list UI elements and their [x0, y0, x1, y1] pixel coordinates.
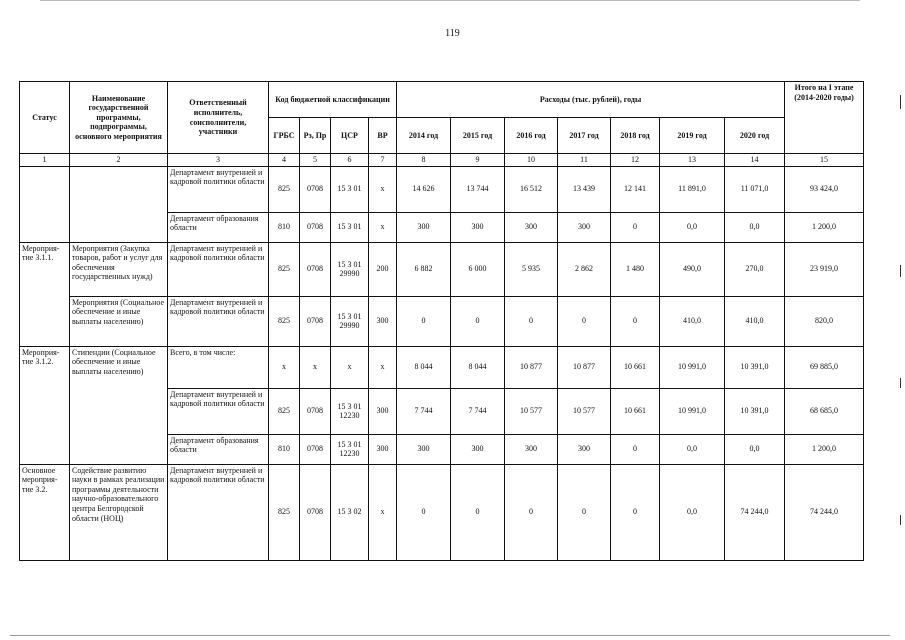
header-2018: 2018 год: [611, 118, 660, 154]
table-row: [20, 296, 864, 346]
rzpr-cell: 0708: [300, 166, 331, 212]
value-cell: 10 991,0: [660, 346, 725, 388]
grbs-cell: 825: [269, 242, 300, 296]
header-2017: 2017 год: [558, 118, 611, 154]
vr-cell: х: [369, 166, 397, 212]
value-cell: 1 480: [611, 242, 660, 296]
table-row: [20, 464, 864, 560]
value-cell: 0: [611, 296, 660, 346]
value-cell: 2 862: [558, 242, 611, 296]
rzpr-cell: 0708: [300, 242, 331, 296]
value-cell: 13 744: [451, 166, 505, 212]
column-number: 6: [331, 154, 369, 167]
column-number: 9: [451, 154, 505, 167]
name-cell: Мероприятия (Социальное обеспечение и иные выплаты населению): [70, 296, 168, 346]
table-row: [20, 166, 864, 212]
csr-cell: 15 3 02: [331, 464, 369, 560]
rzpr-cell: 0708: [300, 434, 331, 464]
value-cell: 490,0: [660, 242, 725, 296]
responsible-cell: Департамент внутренней и кадровой политики области: [168, 296, 269, 346]
grbs-cell: 825: [269, 166, 300, 212]
value-cell: 11 891,0: [660, 166, 725, 212]
top-edge-line: [40, 0, 860, 1]
csr-cell: 15 3 01: [331, 166, 369, 212]
value-cell: 0: [397, 296, 451, 346]
header-csr: ЦСР: [331, 118, 369, 154]
header-2019: 2019 год: [660, 118, 725, 154]
bottom-edge-line: [10, 635, 890, 636]
margin-mark: [900, 95, 901, 109]
header-2015: 2015 год: [451, 118, 505, 154]
vr-cell: 200: [369, 242, 397, 296]
table-row: [20, 346, 864, 388]
value-cell: 0: [611, 434, 660, 464]
value-cell: 0: [611, 464, 660, 560]
status-cell: Мероприя-тие 3.1.2.: [20, 346, 70, 464]
value-cell: 300: [451, 434, 505, 464]
margin-mark: [900, 378, 901, 388]
value-cell: 10 391,0: [725, 388, 785, 434]
value-cell: 0: [451, 464, 505, 560]
rzpr-cell: 0708: [300, 296, 331, 346]
value-cell: 270,0: [725, 242, 785, 296]
vr-cell: 300: [369, 388, 397, 434]
value-cell: 13 439: [558, 166, 611, 212]
csr-cell: х: [331, 346, 369, 388]
responsible-cell: Всего, в том числе:: [168, 346, 269, 388]
value-cell: 7 744: [451, 388, 505, 434]
header-grbs: ГРБС: [269, 118, 300, 154]
vr-cell: х: [369, 212, 397, 242]
margin-mark: [900, 515, 901, 525]
value-cell: 0: [397, 464, 451, 560]
value-cell: 0,0: [660, 434, 725, 464]
rzpr-cell: 0708: [300, 388, 331, 434]
column-number: 2: [70, 154, 168, 167]
name-cell: [70, 166, 168, 242]
column-number: 15: [785, 154, 864, 167]
grbs-cell: х: [269, 346, 300, 388]
column-number: 5: [300, 154, 331, 167]
status-cell: Основное мероприя-тие 3.2.: [20, 464, 70, 560]
value-cell: 0,0: [725, 434, 785, 464]
header-expenses: Расходы (тыс. рублей), годы: [397, 82, 785, 118]
value-cell: 8 044: [451, 346, 505, 388]
total-cell: 1 200,0: [785, 434, 864, 464]
page-number: 119: [445, 28, 460, 39]
value-cell: 0,0: [725, 212, 785, 242]
total-cell: 820,0: [785, 296, 864, 346]
value-cell: 300: [397, 212, 451, 242]
header-budget-code: Код бюджетной классификации: [269, 82, 397, 118]
column-number: 14: [725, 154, 785, 167]
value-cell: 0: [505, 296, 558, 346]
value-cell: 12 141: [611, 166, 660, 212]
value-cell: 10 991,0: [660, 388, 725, 434]
column-numbers-row: [20, 154, 864, 167]
responsible-cell: Департамент внутренней и кадровой политики области: [168, 464, 269, 560]
value-cell: 10 877: [505, 346, 558, 388]
header-status: Статус: [20, 82, 70, 154]
vr-cell: 300: [369, 434, 397, 464]
rzpr-cell: 0708: [300, 464, 331, 560]
value-cell: 10 577: [505, 388, 558, 434]
rzpr-cell: х: [300, 346, 331, 388]
column-number: 3: [168, 154, 269, 167]
header-2020: 2020 год: [725, 118, 785, 154]
grbs-cell: 825: [269, 296, 300, 346]
value-cell: 0,0: [660, 464, 725, 560]
value-cell: 300: [451, 212, 505, 242]
header-2014: 2014 год: [397, 118, 451, 154]
column-number: 7: [369, 154, 397, 167]
column-number: 1: [20, 154, 70, 167]
total-cell: 1 200,0: [785, 212, 864, 242]
column-number: 12: [611, 154, 660, 167]
column-number: 4: [269, 154, 300, 167]
header-vr: ВР: [369, 118, 397, 154]
responsible-cell: Департамент внутренней и кадровой политики области: [168, 388, 269, 434]
header-responsible: Ответственный исполнитель, соисполнители, участники: [168, 82, 269, 154]
column-number: 10: [505, 154, 558, 167]
grbs-cell: 810: [269, 212, 300, 242]
header-2016: 2016 год: [505, 118, 558, 154]
table-row: [20, 242, 864, 296]
vr-cell: х: [369, 346, 397, 388]
responsible-cell: Департамент образования области: [168, 434, 269, 464]
value-cell: 11 071,0: [725, 166, 785, 212]
csr-cell: 15 3 01 12230: [331, 388, 369, 434]
value-cell: 300: [397, 434, 451, 464]
value-cell: 10 577: [558, 388, 611, 434]
value-cell: 7 744: [397, 388, 451, 434]
value-cell: 300: [558, 212, 611, 242]
value-cell: 0: [611, 212, 660, 242]
column-number: 11: [558, 154, 611, 167]
vr-cell: х: [369, 464, 397, 560]
value-cell: 10 391,0: [725, 346, 785, 388]
total-cell: 93 424,0: [785, 166, 864, 212]
name-cell: Содействие развитию науки в рамках реализации программы деятельности научно-образовательного центра Белгородской области (НОЦ): [70, 464, 168, 560]
value-cell: 0: [451, 296, 505, 346]
value-cell: 74 244,0: [725, 464, 785, 560]
responsible-cell: Департамент внутренней и кадровой политики области: [168, 166, 269, 212]
value-cell: 0: [558, 296, 611, 346]
csr-cell: 15 3 01 12230: [331, 434, 369, 464]
value-cell: 300: [505, 212, 558, 242]
header-rzpr: Рз, Пр: [300, 118, 331, 154]
value-cell: 0: [558, 464, 611, 560]
total-cell: 23 919,0: [785, 242, 864, 296]
name-cell: Стипендии (Социальное обеспечение и иные выплаты населению): [70, 346, 168, 464]
total-cell: 74 244,0: [785, 464, 864, 560]
csr-cell: 15 3 01 29990: [331, 242, 369, 296]
column-number: 13: [660, 154, 725, 167]
value-cell: 14 626: [397, 166, 451, 212]
total-cell: 69 885,0: [785, 346, 864, 388]
value-cell: 410,0: [725, 296, 785, 346]
value-cell: 0: [505, 464, 558, 560]
value-cell: 0,0: [660, 212, 725, 242]
value-cell: 8 044: [397, 346, 451, 388]
grbs-cell: 825: [269, 464, 300, 560]
value-cell: 10 661: [611, 346, 660, 388]
status-cell: [20, 166, 70, 242]
value-cell: 410,0: [660, 296, 725, 346]
vr-cell: 300: [369, 296, 397, 346]
header-total: Итого на I этапе (2014-2020 годы): [785, 82, 864, 154]
column-number: 8: [397, 154, 451, 167]
header-name: Наименование государственной программы, подпрограммы, основного мероприятия: [70, 82, 168, 154]
value-cell: 300: [505, 434, 558, 464]
status-cell: Мероприя-тие 3.1.1.: [20, 242, 70, 346]
margin-mark: [900, 265, 901, 277]
value-cell: 5 935: [505, 242, 558, 296]
rzpr-cell: 0708: [300, 212, 331, 242]
csr-cell: 15 3 01 29990: [331, 296, 369, 346]
csr-cell: 15 3 01: [331, 212, 369, 242]
grbs-cell: 810: [269, 434, 300, 464]
value-cell: 6 882: [397, 242, 451, 296]
value-cell: 10 877: [558, 346, 611, 388]
responsible-cell: Департамент образования области: [168, 212, 269, 242]
value-cell: 6 000: [451, 242, 505, 296]
responsible-cell: Департамент внутренней и кадровой политики области: [168, 242, 269, 296]
value-cell: 16 512: [505, 166, 558, 212]
grbs-cell: 825: [269, 388, 300, 434]
value-cell: 10 661: [611, 388, 660, 434]
value-cell: 300: [558, 434, 611, 464]
name-cell: Мероприятия (Закупка товаров, работ и услуг для обеспечения государственных нужд): [70, 242, 168, 296]
budget-table: [19, 81, 864, 561]
total-cell: 68 685,0: [785, 388, 864, 434]
